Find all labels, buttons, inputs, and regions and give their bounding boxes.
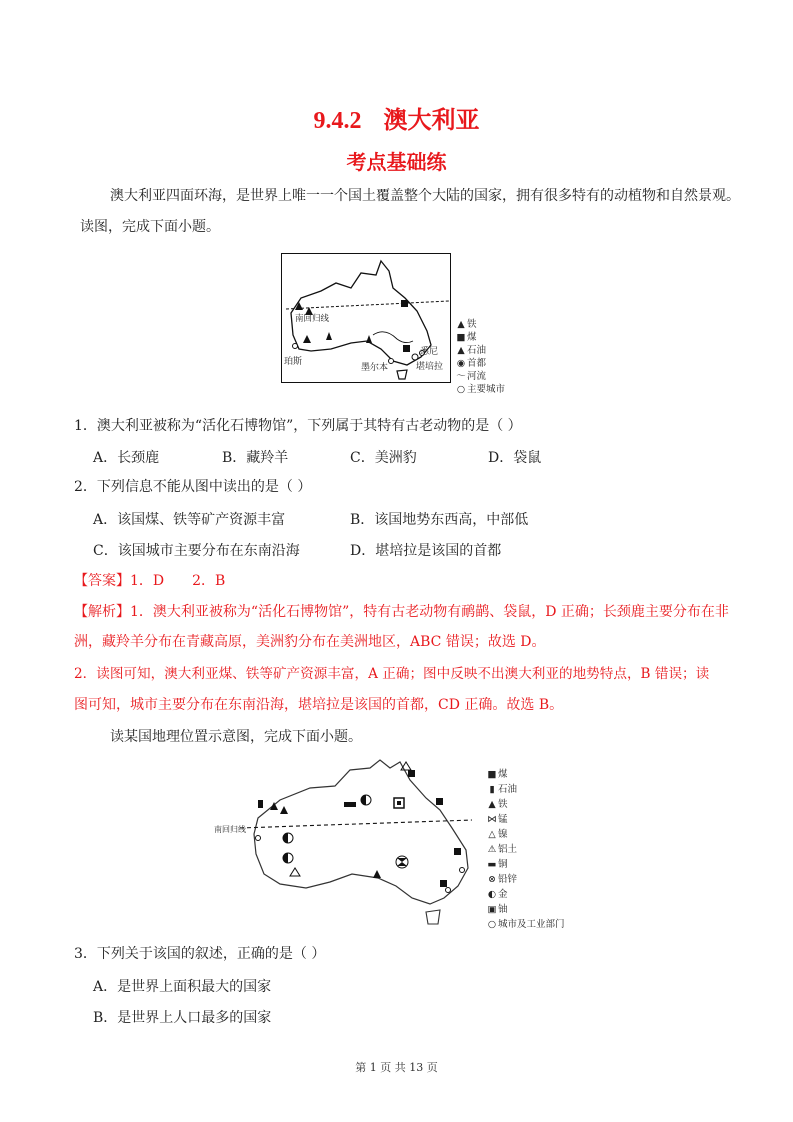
legend-item: △ 镍 bbox=[488, 829, 508, 840]
q2-option-a[interactable]: A．该国煤、铁等矿产资源丰富 bbox=[93, 512, 286, 528]
question-2-stem: 2．下列信息不能从图中读出的是（ ） bbox=[74, 479, 312, 495]
legend-item: ◉ 首都 bbox=[456, 358, 487, 369]
copper-mark bbox=[344, 802, 356, 807]
city-dot bbox=[460, 868, 465, 873]
section-number: 9.4.2 bbox=[313, 108, 362, 134]
iron-mark bbox=[280, 806, 288, 814]
legend-item: ▲ 铁 bbox=[457, 319, 477, 330]
q1-option-c[interactable]: C．美洲豹 bbox=[350, 450, 417, 466]
answer-text: 1．D 2．B bbox=[130, 573, 226, 589]
river bbox=[373, 332, 413, 343]
legend-item: ▣ 铀 bbox=[487, 904, 508, 915]
legend-item: ⊗ 铅锌 bbox=[488, 874, 518, 885]
q1-option-a[interactable]: A．长颈鹿 bbox=[93, 450, 160, 466]
question-3-stem: 3．下列关于该国的叙述，正确的是（ ） bbox=[74, 946, 326, 962]
legend-item: ▬ 铜 bbox=[487, 859, 508, 870]
intro-line-2: 读图，完成下面小题。 bbox=[80, 219, 220, 235]
analysis-line-1: 【解析】1．澳大利亚被称为“活化石博物馆”，特有古老动物有鸸鹋、袋鼠，D 正确；长颈鹿主要分布在非 bbox=[74, 604, 729, 620]
legend-item: 〜河流 bbox=[456, 371, 487, 382]
label-tropic: 南回归线 bbox=[295, 314, 330, 324]
legend-item: ⋈锰 bbox=[487, 814, 508, 825]
tropic-line bbox=[240, 820, 472, 828]
tasmania bbox=[397, 370, 407, 379]
analysis-line-2: 洲，藏羚羊分布在青藏高原，美洲豹分布在美洲地区，ABC 错误；故选 D。 bbox=[74, 634, 546, 650]
label-perth: 珀斯 bbox=[284, 357, 303, 367]
intro-2: 读某国地理位置示意图，完成下面小题。 bbox=[110, 729, 362, 745]
page-footer: 第 1 页 共 13 页 bbox=[355, 1061, 438, 1074]
coal-mark bbox=[403, 345, 410, 352]
city-dot bbox=[389, 359, 394, 364]
question-1-stem: 1．澳大利亚被称为“活化石博物馆”，下列属于其特有古老动物的是（ ） bbox=[74, 418, 522, 434]
nickel-mark bbox=[290, 868, 300, 876]
australia-resource-map bbox=[281, 253, 526, 398]
legend-item: ⚠ 铝土 bbox=[487, 844, 518, 855]
map2-graphic bbox=[240, 758, 480, 938]
city-dot bbox=[446, 888, 451, 893]
page-subtitle: 考点基础练 bbox=[346, 150, 447, 174]
answer-line bbox=[74, 572, 225, 590]
q2-option-d[interactable]: D．堪培拉是该国的首都 bbox=[350, 543, 502, 559]
legend-item: ▲ 铁 bbox=[488, 799, 508, 810]
map-graphic bbox=[281, 253, 526, 398]
tasmania bbox=[426, 910, 440, 924]
oil-mark bbox=[326, 332, 332, 340]
coal-mark bbox=[454, 848, 461, 855]
q2-option-b[interactable]: B．该国地势东西高，中部低 bbox=[350, 512, 529, 528]
page-title bbox=[0, 100, 793, 135]
australia-outline bbox=[254, 760, 468, 904]
coal-mark bbox=[436, 798, 443, 805]
coal-mark bbox=[408, 770, 415, 777]
q1-option-d[interactable]: D．袋鼠 bbox=[488, 450, 542, 466]
label-melbourne: 墨尔本 bbox=[361, 363, 389, 373]
legend-item: ▮ 石油 bbox=[489, 784, 518, 795]
oil-mark bbox=[258, 800, 263, 808]
city-dot bbox=[293, 344, 298, 349]
analysis-tag: 【解析】 bbox=[74, 604, 130, 620]
analysis-line-4: 图可知，城市主要分布在东南沿海，堪培拉是该国的首都，CD 正确。故选 B。 bbox=[74, 697, 564, 713]
label-canberra: 堪培拉 bbox=[416, 362, 444, 372]
tropic-line bbox=[286, 301, 449, 309]
iron-mark bbox=[303, 335, 311, 343]
legend-item: ○ 主要城市 bbox=[456, 384, 506, 395]
label-sydney: 悉尼 bbox=[420, 347, 439, 357]
analysis-line-3: 2．读图可知，澳大利亚煤、铁等矿产资源丰富，A 正确；图中反映不出澳大利亚的地势特点，B 错误；读 bbox=[74, 666, 710, 682]
coal-mark bbox=[401, 300, 408, 307]
q2-option-c[interactable]: C．该国城市主要分布在东南沿海 bbox=[93, 543, 300, 559]
coal-mark bbox=[440, 880, 447, 887]
city-dot bbox=[256, 836, 261, 841]
country-resource-map bbox=[214, 758, 600, 938]
q3-option-b[interactable]: B．是世界上人口最多的国家 bbox=[93, 1010, 272, 1026]
legend-item: ■ 煤 bbox=[456, 332, 477, 343]
answer-tag: 【答案】 bbox=[74, 573, 130, 589]
legend-item: ■ 煤 bbox=[487, 769, 508, 780]
label-tropic: 南回归线 bbox=[214, 825, 246, 834]
iron-mark bbox=[373, 870, 381, 878]
legend-item: ◐ 金 bbox=[487, 889, 508, 900]
q1-option-b[interactable]: B．藏羚羊 bbox=[222, 450, 289, 466]
q3-option-a[interactable]: A．是世界上面积最大的国家 bbox=[93, 979, 272, 995]
legend-item: ○ 城市及工业部门 bbox=[487, 919, 565, 930]
oil-mark bbox=[366, 335, 372, 343]
section-title: 澳大利亚 bbox=[383, 108, 480, 134]
legend-item: ▲ 石油 bbox=[457, 345, 487, 356]
intro-line-1: 澳大利亚四面环海，是世界上唯一一个国土覆盖整个大陆的国家，拥有很多特有的动植物和自然景观。 bbox=[110, 188, 740, 204]
